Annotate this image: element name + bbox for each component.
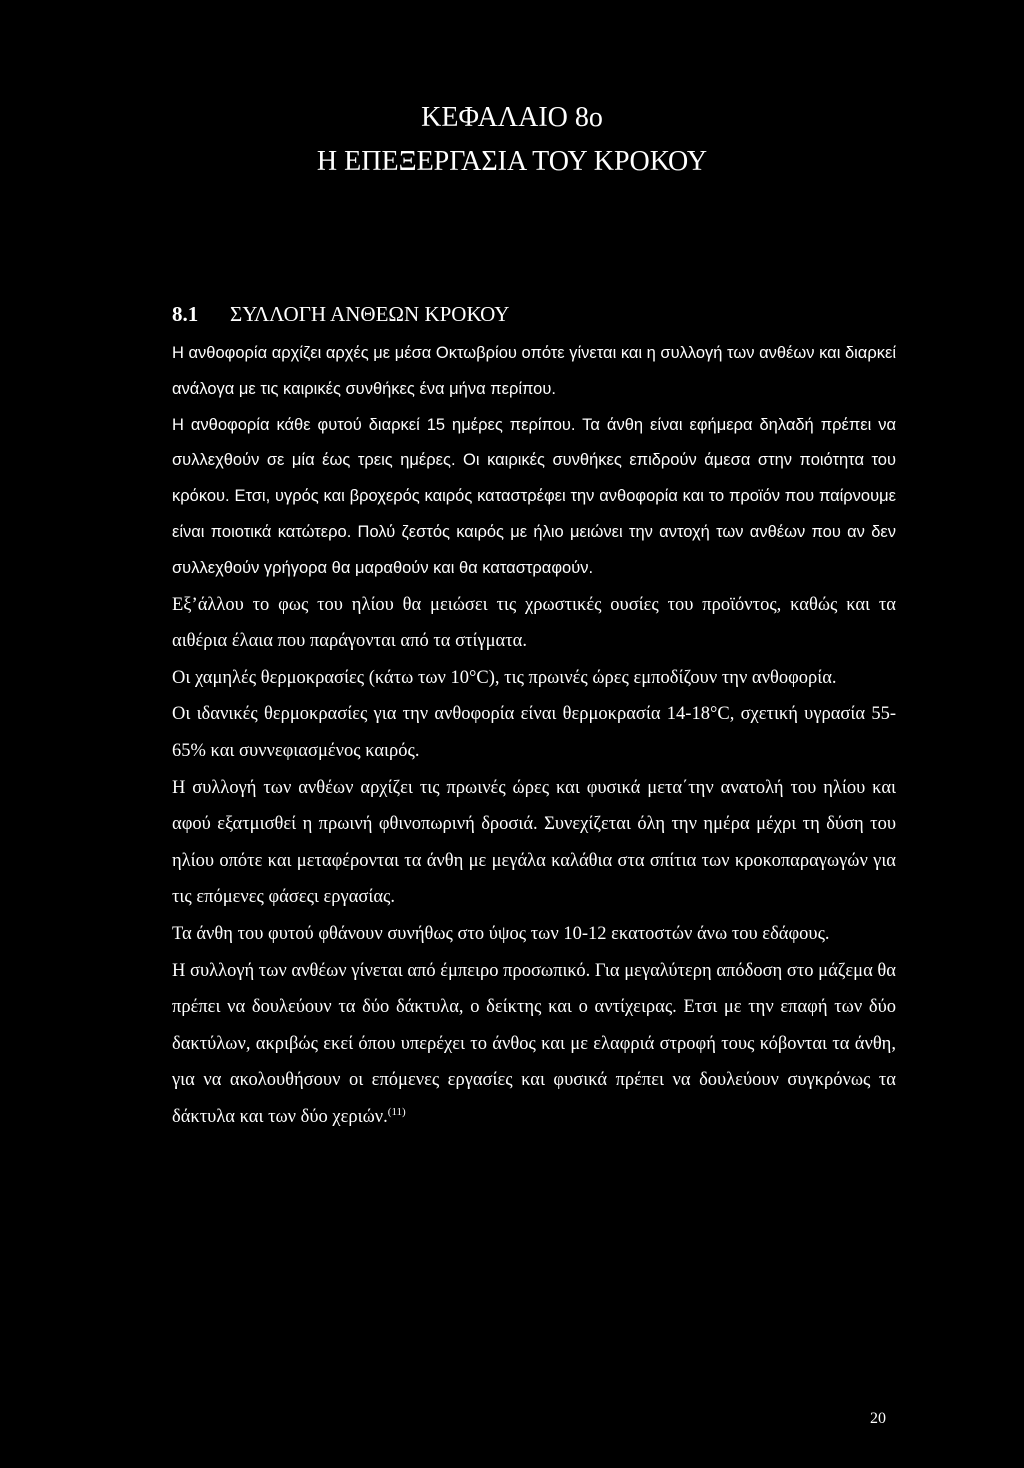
paragraph-flowering-period: Η ανθοφορία αρχίζει αρχές με μέσα Οκτωβρίου οπότε γίνεται και η συλλογή των ανθέων και διαρκεί ανάλογα με τις καιρικές συνθήκες ένα μήνα περίπου. [172, 344, 896, 398]
chapter-title: Η ΕΠΕΞΕΡΓΑΣΙΑ ΤΟΥ ΚΡΟΚΟΥ [316, 146, 708, 177]
section-number: 8.1 [172, 302, 199, 326]
paragraph-ideal-conditions: Οι ιδανικές θερμοκρασίες για την ανθοφορία είναι θερμοκρασία 14-18°C, σχετική υγρασία 55-65% και συννεφιασμένος καιρός. [172, 704, 896, 761]
chapter-heading [0, 96, 1024, 184]
paragraph-weather-effects: Η ανθοφορία κάθε φυτού διαρκεί 15 ημέρες περίπου. Τα άνθη είναι εφήμερα δηλαδή πρέπει να συλλεχθούν σε μία έως τρεις ημέρες. Οι καιρικές συνθήκες επιδρούν άμεσα στην ποιότητα του κρόκου. Ετσι, υγρός και βροχερός καιρός καταστρέφει την ανθοφορία και το προϊόν που παίρνουμε είναι ποιοτικά κατώτερο. Πολύ ζεστός καιρός με ήλιο μειώνει την αντοχή των ανθέων που αν δεν συλλεχθούν γρήγορα θα μαραθούν και θα καταστραφούν. [172, 415, 896, 577]
paragraph-flower-height: Τα άνθη του φυτού φθάνουν συνήθως στο ύψος των 10-12 εκατοστών άνω του εδάφους. [172, 923, 830, 944]
page-number: 20 [870, 1410, 886, 1427]
section-title: ΣΥΛΛΟΓΗ ΑΝΘΕΩΝ ΚΡΟΚΟΥ [230, 302, 510, 326]
reference-marker: (11) [387, 1105, 406, 1118]
section-8-1 [172, 298, 896, 1135]
paragraph-collection-timing: Η συλλογή των ανθέων αρχίζει τις πρωινές ώρες και φυσικά μετα΄την ανατολή του ηλίου και αφού εξατμισθεί η πρωινή φθινοπωρινή δροσιά. Συνεχίζεται όλη την ημέρα μέχρι τη δύση του ηλίου οπότε και μεταφέρονται τα άνθη με μεγάλα καλάθια στα σπίτια των κροκοπαραγωγών για τις επόμενες φάσεςι εργασίας. [172, 777, 896, 908]
paragraph-picking-text: Η συλλογή των ανθέων γίνεται από έμπειρο προσωπικό. Για μεγαλύτερη απόδοση στο μάζεμα θα πρέπει να δουλεύουν τα δύο δάκτυλα, ο δείκτης και ο αντίχειρας. Ετσι με την επαφή των δύο δακτύλων, ακριβώς εκεί όπου υπερέχει το άνθος και με ελαφριά στροφή τους κόβονται τα άνθη, για να ακολουθήσουν οι επόμενες εργασίες και φυσικά πρέπει να δουλεύουν συγκρόνως τα δάκτυλα και των δύο χεριών. [172, 960, 896, 1127]
paragraph-sunlight: Εξ’άλλου το φως του ηλίου θα μειώσει τις χρωστικές ουσίες του προϊόντος, καθώς και τα αιθέρια έλαια που παράγονται από τα στίγματα. [172, 594, 896, 652]
paragraph-low-temperatures: Οι χαμηλές θερμοκρασίες (κάτω των 10°C), τις πρωινές ώρες εμποδίζουν την ανθοφορία. [172, 667, 837, 688]
section-heading [172, 298, 896, 330]
paragraph-picking-technique [172, 953, 896, 1136]
chapter-number: ΚΕΦΑΛΑΙΟ 8ο [421, 102, 603, 133]
